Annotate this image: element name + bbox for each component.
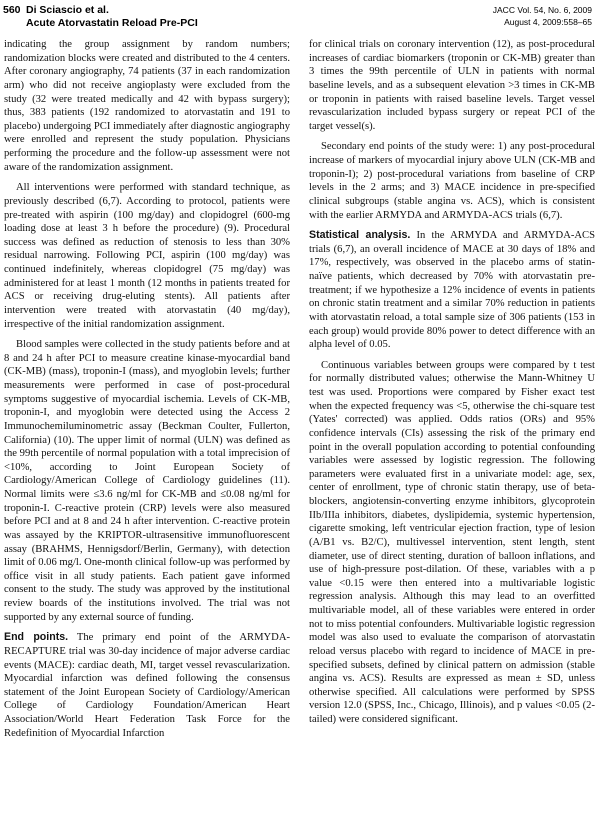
journal-citation [493, 4, 592, 28]
paragraph-randomization: indicating the group assignment by random numbers; randomization blocks were created and distributed to the 4 centers. After coronary angiography, 74 patients (37 in each randomization arm) who did not receive angioplasty were excluded from the study (32 were treated medically and 42 with bypass surgery); thus, 383 patients (192 randomized to atorvastatin and 191 to placebo) undergoing PCI immediately after diagnostic angiography were enrolled and represent the study population. Physicians performing the procedure and the follow-up assessment were not aware of the randomization assignment. [4, 39, 290, 173]
paragraph-interventions: All interventions were performed with standard technique, as previously described (6,7). According to protocol, patients were pre-treated with aspirin (100 mg/day) and clopidogrel (600-mg loading dose at least 3 h before the procedure) (9). Procedural success was defined as reduction of stenosis to less than 30% residual narrowing. Following PCI, aspirin (100 mg/day) was continued indefinitely, whereas clopidogrel (75 mg/day) was administered for at least 1 month (12 months in patients treated for ACS or receiving drug-eluting stents). All patients after intervention were treated with atorvastatin (40 mg/day), irrespective of the initial randomization assignment. [4, 182, 290, 330]
paragraph-statistical-analysis [309, 229, 595, 352]
statistical-analysis-text: In the ARMYDA and ARMYDA-ACS trials (6,7), an overall incidence of MACE at 30 days of 18% and 17%, respectively, was observed in the placebo arms of statin-naïve patients, which decreased by 70% with atorvastatin pre-treatment; if we hypothesize a 12% incidence of events in patients on chronic statin treatment and a similar 70% reduction in patients with atorvastatin reload, a total sample size of 306 patients (153 in each group) would provide 80% power to detect difference with an alpha level of 0.05. [309, 230, 595, 351]
running-title: Acute Atorvastatin Reload Pre-PCI [26, 17, 198, 29]
paragraph-blood-samples: Blood samples were collected in the study patients before and at 8 and 24 h after PCI to measure creatine kinase-myocardial band (CK-MB) (mass), troponin-I (mass), and myoglobin levels; further measurements were performed in case of post-procedural symptoms suggestive of myocardial ischemia. Levels of CK-MB, troponin-I, and myoglobin were detected using the Access 2 Immunochemiluminometric assay (Beckman Coulter, Fullerton, California) (10). The upper limit of normal (ULN) was defined as the 99th percentile of normal population with a total imprecision of <10%, according to Joint European Society of Cardiology/American College of Cardiology guidelines (11). Normal limits were ≤3.6 ng/ml for CK-MB and ≤0.08 ng/ml for troponin-I. C-reactive protein (CRP) levels were also measured before PCI and at 8 and 24 h after intervention. C-reactive protein was assayed by the KRIPTOR-ultrasensitive immunofluorescent assay (BRAHMS, Hennigsdorf/Berlin, Germany), with detection limit of 0.06 mg/l. One-month clinical follow-up was performed by office visit in all study patients. Each patient gave informed consent to the study. The study was approved by the institutional review boards of the institutions involved. The trial was not supported by any external source of funding. [4, 339, 290, 623]
journal-volume: JACC Vol. 54, No. 6, 2009 [492, 5, 592, 15]
end-points-text: The primary end point of the ARMYDA-RECAPTURE trial was 30-day incidence of major adverse cardiac events (MACE): cardiac death, MI, target vessel revascularization. Myocardial infarction was defined following the consensus statement of the Joint European Society of Cardiology/American College of Cardiology Foundation/American Heart Association/World Heart Federation Task Force for the Redefinition of Myocardial Infarction [4, 632, 290, 739]
heading-statistical-analysis: Statistical analysis. [309, 229, 411, 242]
paragraph-continuous-variables: Continuous variables between groups were compared by t test for normally distributed values; otherwise the Mann-Whitney U test was used. Proportions were compared by Fisher exact test when the expected frequency was <5, otherwise the chi-square test (Yates' corrected) was applied. Odds ratios (ORs) and 95% confidence intervals (CIs) assessing the risk of the primary end point in the overall population according to potential confounding variables were assessed by logistic regression. The following parameters were evaluated first in a univariate model: age, sex, center of enrollment, type of chronic statin therapy, use of beta-blockers, angiotensin-converting enzyme inhibitors, glycoprotein IIb/IIIa inhibitors, diabetes, dyslipidemia, systemic hypertension, cigarette smoking, left ventricular ejection fraction, type of lesion (A/B1 vs. B2/C), multivessel intervention, stent length, stent diameter, use of direct stenting, duration of balloon inflations, and use of high-pressure post-dilation. Of these, variables with a p value <0.15 were then entered into a multivariable logistic regression analysis. Although this may lead to an overfitted multivariable model, all of these variables were entered in order not to miss potential confounders. Multivariable logistic regression model was also used to evaluate the comparison of atorvastatin reload versus placebo with regard to incidence of MACE in pre-specified subsets, defined by clinical pattern on admission (stable angina vs. ACS). Results are expressed as mean ± SD, unless otherwise specified. All calculations were performed by SPSS version 12.0 (SPSS, Inc., Chicago, Illinois), and p values <0.05 (2-tailed) were considered significant. [309, 359, 595, 725]
paragraph-mi-definition: for clinical trials on coronary intervention (12), as post-procedural increases of cardiac biomarkers (troponin or CK-MB) greater than 3 times the 99th percentile of ULN in patients with normal baseline levels, and as a subsequent elevation >3 times in CK-MB or troponin in patients with raised baseline levels. Target vessel revascularization included bypass surgery or repeat PCI of the target vessel(s). [309, 39, 595, 132]
running-header [0, 4, 600, 34]
heading-end-points: End points. [4, 631, 69, 644]
paragraph-end-points [4, 631, 290, 740]
right-column [309, 38, 595, 734]
journal-date-pages: August 4, 2009:558–65 [504, 17, 592, 27]
page-number: 560 [3, 4, 21, 16]
paragraph-secondary-end-points: Secondary end points of the study were: 1) any post-procedural increase of markers of myocardial injury above ULN (CK-MB and troponin-I); 2) post-procedural variations from baseline of CRP levels in the 2 arms; and 3) MACE incidence in pre-specified clinical subgroups (stable angina vs. ACS), which is consistent with the earlier ARMYDA and ARMYDA-ACS trials (6,7). [309, 141, 595, 221]
left-column [4, 38, 290, 747]
running-authors: Di Sciascio et al. [26, 4, 109, 16]
